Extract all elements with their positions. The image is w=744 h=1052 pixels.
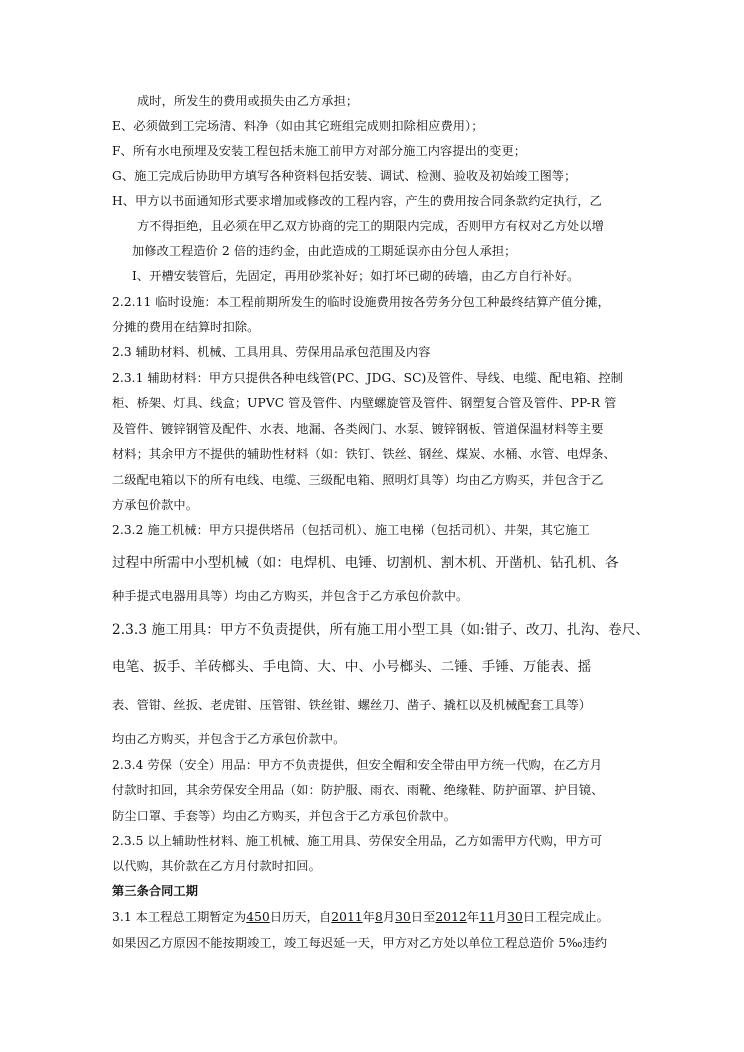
text-line: 加修改工程造价 2 倍的违约金，由此造成的工期延误亦由分包人承担； <box>132 244 517 258</box>
schedule-text: 年 <box>466 910 480 924</box>
text-line: 2.3.2 施工机械：甲方只提供塔吊（包括司机）、施工电梯（包括司机）、井架，其它施工 <box>112 523 590 537</box>
section-heading: 2.3 辅助材料、机械、工具用具、劳保用品承包范围及内容 <box>112 345 431 359</box>
end-year: 2012 <box>435 910 467 924</box>
schedule-line <box>112 908 642 926</box>
text-line: 2.3.5 以上辅助性材料、施工机械、施工用具、劳保安全用品，乙方如需甲方代购，甲方可 <box>112 834 603 848</box>
text-line: E、必须做到工完场清、料净（如由其它班组完成则扣除相应费用）； <box>112 119 484 133</box>
text-line: 均由乙方购买，并包含于乙方承包价款中。 <box>112 732 346 746</box>
text-line: 2.3.4 劳保（安全）用品：甲方不负责提供，但安全帽和安全带由甲方统一代购，在乙方月 <box>112 758 603 772</box>
text-line: 付款时扣回，其余劳保安全用品（如：防护服、雨衣、雨靴、绝缘鞋、防护面罩、护目镜、 <box>112 783 604 797</box>
text-line: 及管件、镀锌钢管及配件、水表、地漏、各类阀门、水泵、镀锌钢板、管道保温材料等主要 <box>112 422 604 436</box>
text-line: 柜、桥架、灯具、线盒；UPVC 管及管件、内壁螺旋管及管件、钢塑复合管及管件、PP-R 管 <box>112 396 617 410</box>
text-line: 防尘口罩、手套等）均由乙方购买，并包含于乙方承包价款中。 <box>112 809 457 823</box>
text-line: G、施工完成后协助甲方填写各种资料包括安装、调试、检测、验收及初始竣工图等； <box>112 169 577 183</box>
text-line: 种手提式电器用具等）均由乙方购买，并包含于乙方承包价款中。 <box>112 589 469 603</box>
text-line: 2.2.11 临时设施：本工程前期所发生的临时设施费用按各劳务分包工种最终结算产值分摊， <box>112 295 610 309</box>
text-line: 成时，所发生的费用或损失由乙方承担； <box>137 94 359 108</box>
schedule-text: 日历天，自 <box>269 910 332 924</box>
schedule-suffix: 日工程完成止。 <box>522 910 609 924</box>
text-line: 表、管钳、丝扳、老虎钳、压管钳、铁丝钳、螺丝刀、凿子、撬杠以及机械配套工具等） <box>112 698 592 712</box>
text-line: 二级配电箱以下的所有电线、电缆、三级配电箱、照明灯具等）均由乙方购买，并包含于乙 <box>112 473 604 487</box>
text-line: 2.3.1 辅助材料：甲方只提供各种电线管(PC、JDG、SC)及管件、导线、电缆、配电箱、控制 <box>112 371 623 385</box>
start-month: 8 <box>374 910 383 924</box>
text-line: I、开槽安装管后，先固定，再用砂浆补好；如打坏已砌的砖墙，由乙方自行补好。 <box>132 269 580 283</box>
text-line: H、甲方以书面通知形式要求增加或修改的工程内容，产生的费用按合同条款约定执行，乙 <box>112 194 602 208</box>
text-line: 材料；其余甲方不提供的辅助性材料（如：铁钉、铁丝、钢丝、煤炭、水桶、水管、电焊条、 <box>112 447 616 461</box>
end-month: 11 <box>479 910 495 924</box>
text-line: F、所有水电预埋及安装工程包括未施工前甲方对部分施工内容提出的变更； <box>112 144 527 158</box>
text-line: 方承包价款中。 <box>112 498 199 512</box>
text-line: 分摊的费用在结算时扣除。 <box>112 320 260 334</box>
schedule-days: 450 <box>246 910 270 924</box>
schedule-text: 日至 <box>410 910 436 924</box>
text-line: 过程中所需中小型机械（如：电焊机、电锤、切割机、割木机、开凿机、钻孔机、各 <box>112 555 619 571</box>
start-year: 2011 <box>331 910 363 924</box>
schedule-prefix: 3.1 本工程总工期暂定为 <box>112 910 247 924</box>
end-day: 30 <box>507 910 523 924</box>
schedule-text: 月 <box>494 910 508 924</box>
schedule-text: 年 <box>362 910 375 924</box>
article-heading: 第三条合同工期 <box>112 884 199 898</box>
schedule-text: 月 <box>382 910 396 924</box>
start-day: 30 <box>395 910 411 924</box>
text-line: 方不得拒绝，且必须在甲乙双方协商的完工的期限内完成，否则甲方有权对乙方处以增 <box>137 219 604 233</box>
text-line: 电笔、扳手、羊砖榔头、手电筒、大、中、小号榔头、二锤、手锤、万能表、摇 <box>112 659 592 675</box>
text-line: 如果因乙方原因不能按期竣工，竣工每迟延一天，甲方对乙方处以单位工程总造价 5‰违约 <box>112 936 608 950</box>
text-line: 2.3.3 施工用具：甲方不负责提供，所有施工用小型工具（如:钳子、改刀、扎沟、卷尺、 <box>112 622 650 638</box>
text-line: 以代购，其价款在乙方月付款时扣回。 <box>112 859 321 873</box>
